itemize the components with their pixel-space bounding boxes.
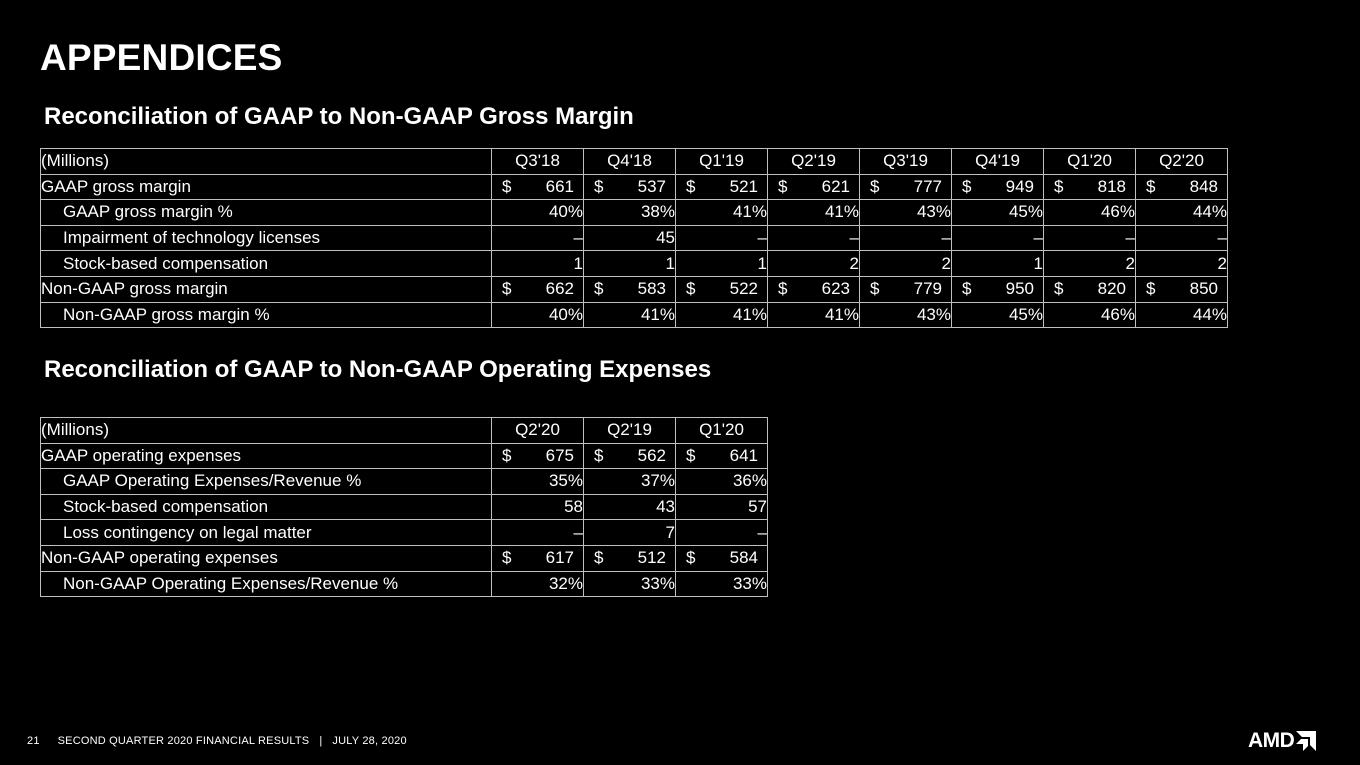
currency-symbol: $ — [686, 176, 696, 196]
table-cell — [492, 443, 584, 469]
table-cell: 2 — [1136, 251, 1228, 277]
table-cell — [1136, 174, 1228, 200]
operating-expenses-header-row — [41, 418, 768, 444]
table-cell: 41% — [768, 302, 860, 328]
column-header: Q2'20 — [1136, 149, 1228, 175]
cell-value: 522 — [729, 279, 758, 299]
table-cell: 45% — [952, 302, 1044, 328]
column-header: Q1'20 — [1044, 149, 1136, 175]
table-cell: 32% — [492, 571, 584, 597]
currency-symbol: $ — [870, 279, 880, 299]
currency-symbol: $ — [502, 279, 512, 299]
table-cell: 44% — [1136, 200, 1228, 226]
row-label: GAAP gross margin — [41, 174, 492, 200]
currency-symbol: $ — [502, 176, 512, 196]
table-cell: 36% — [676, 469, 768, 495]
table-cell — [860, 276, 952, 302]
table-cell — [1044, 174, 1136, 200]
table-cell — [676, 545, 768, 571]
column-header: Q4'19 — [952, 149, 1044, 175]
table-cell: 35% — [492, 469, 584, 495]
column-header: Q3'19 — [860, 149, 952, 175]
cell-value: 584 — [729, 548, 758, 568]
cell-value: 621 — [821, 176, 850, 196]
table-cell — [492, 545, 584, 571]
column-header: Q2'20 — [492, 418, 584, 444]
row-label: Non-GAAP gross margin % — [41, 302, 492, 328]
table-cell: 45% — [952, 200, 1044, 226]
table-cell: 1 — [676, 251, 768, 277]
table-row — [41, 225, 1228, 251]
page-title: APPENDICES — [40, 37, 283, 78]
cell-value: 779 — [913, 279, 942, 299]
currency-symbol: $ — [686, 548, 696, 568]
table-cell — [584, 443, 676, 469]
table-cell: – — [1136, 225, 1228, 251]
cell-value: 850 — [1189, 279, 1218, 299]
row-label: Non-GAAP operating expenses — [41, 545, 492, 571]
currency-symbol: $ — [594, 548, 604, 568]
table-cell: 44% — [1136, 302, 1228, 328]
table-cell: 2 — [768, 251, 860, 277]
table-cell — [676, 443, 768, 469]
currency-symbol: $ — [502, 445, 512, 465]
table-row — [41, 545, 768, 571]
amd-logo — [1248, 729, 1316, 753]
logo-text: AMD — [1248, 729, 1295, 752]
gross-margin-table — [40, 148, 1228, 328]
table-cell: 38% — [584, 200, 676, 226]
currency-symbol: $ — [962, 176, 972, 196]
table-row — [41, 494, 768, 520]
table-cell: 33% — [584, 571, 676, 597]
table-row — [41, 571, 768, 597]
cell-value: 512 — [637, 548, 666, 568]
row-label: Non-GAAP Operating Expenses/Revenue % — [41, 571, 492, 597]
table-cell — [676, 276, 768, 302]
currency-symbol: $ — [1054, 176, 1064, 196]
currency-symbol: $ — [686, 279, 696, 299]
currency-symbol: $ — [870, 176, 880, 196]
table-cell: 41% — [676, 200, 768, 226]
currency-symbol: $ — [778, 176, 788, 196]
table-cell: 57 — [676, 494, 768, 520]
column-header: Q2'19 — [584, 418, 676, 444]
cell-value: 641 — [729, 445, 758, 465]
table-cell: 40% — [492, 302, 584, 328]
table-cell — [768, 174, 860, 200]
column-header: Q2'19 — [768, 149, 860, 175]
row-label: GAAP operating expenses — [41, 443, 492, 469]
table-cell: 40% — [492, 200, 584, 226]
operating-expenses-title: Reconciliation of GAAP to Non-GAAP Operating Expenses — [44, 356, 712, 383]
row-label: GAAP Operating Expenses/Revenue % — [41, 469, 492, 495]
footer-separator: | — [319, 735, 323, 747]
table-cell: 2 — [1044, 251, 1136, 277]
row-label: Loss contingency on legal matter — [41, 520, 492, 546]
table-cell — [584, 276, 676, 302]
gross-margin-title: Reconciliation of GAAP to Non-GAAP Gross Margin — [44, 103, 634, 130]
table-cell: – — [492, 225, 584, 251]
cell-value: 820 — [1097, 279, 1126, 299]
table-cell — [492, 276, 584, 302]
table-cell: 46% — [1044, 302, 1136, 328]
row-label: Impairment of technology licenses — [41, 225, 492, 251]
table-row — [41, 443, 768, 469]
table-cell: 46% — [1044, 200, 1136, 226]
table-cell: 1 — [952, 251, 1044, 277]
table-cell: 58 — [492, 494, 584, 520]
table-cell: 37% — [584, 469, 676, 495]
table-cell — [952, 174, 1044, 200]
cell-value: 818 — [1097, 176, 1126, 196]
column-header: Q1'20 — [676, 418, 768, 444]
cell-value: 661 — [545, 176, 574, 196]
table-cell: – — [492, 520, 584, 546]
cell-value: 521 — [729, 176, 758, 196]
unit-label: (Millions) — [41, 418, 492, 444]
footer-report-title: SECOND QUARTER 2020 FINANCIAL RESULTS — [57, 735, 310, 747]
column-header: Q4'18 — [584, 149, 676, 175]
cell-value: 617 — [545, 548, 574, 568]
cell-value: 949 — [1005, 176, 1034, 196]
table-cell: – — [676, 520, 768, 546]
table-cell: 45 — [584, 225, 676, 251]
currency-symbol: $ — [594, 176, 604, 196]
table-row — [41, 520, 768, 546]
unit-label: (Millions) — [41, 149, 492, 175]
table-cell: 41% — [584, 302, 676, 328]
currency-symbol: $ — [594, 279, 604, 299]
row-label: GAAP gross margin % — [41, 200, 492, 226]
row-label: Non-GAAP gross margin — [41, 276, 492, 302]
column-header: Q3'18 — [492, 149, 584, 175]
table-cell: 1 — [492, 251, 584, 277]
table-cell — [768, 276, 860, 302]
table-cell — [952, 276, 1044, 302]
cell-value: 583 — [637, 279, 666, 299]
table-cell — [676, 174, 768, 200]
table-cell: 41% — [676, 302, 768, 328]
table-row — [41, 200, 1228, 226]
table-cell: – — [676, 225, 768, 251]
row-label: Stock-based compensation — [41, 494, 492, 520]
currency-symbol: $ — [502, 548, 512, 568]
table-cell: 7 — [584, 520, 676, 546]
table-cell — [584, 174, 676, 200]
table-cell: – — [1044, 225, 1136, 251]
table-cell — [492, 174, 584, 200]
table-row — [41, 469, 768, 495]
table-cell: – — [860, 225, 952, 251]
currency-symbol: $ — [1054, 279, 1064, 299]
currency-symbol: $ — [594, 445, 604, 465]
footer-date: JULY 28, 2020 — [332, 735, 407, 747]
currency-symbol: $ — [686, 445, 696, 465]
table-cell: 33% — [676, 571, 768, 597]
table-row — [41, 251, 1228, 277]
table-cell — [860, 174, 952, 200]
table-cell: 41% — [768, 200, 860, 226]
gross-margin-header-row — [41, 149, 1228, 175]
table-cell — [1044, 276, 1136, 302]
cell-value: 623 — [821, 279, 850, 299]
row-label: Stock-based compensation — [41, 251, 492, 277]
table-cell — [1136, 276, 1228, 302]
cell-value: 537 — [637, 176, 666, 196]
operating-expenses-table — [40, 417, 768, 597]
table-row — [41, 302, 1228, 328]
currency-symbol: $ — [778, 279, 788, 299]
table-cell: 43% — [860, 200, 952, 226]
currency-symbol: $ — [1146, 176, 1156, 196]
table-cell: 1 — [584, 251, 676, 277]
cell-value: 777 — [913, 176, 942, 196]
cell-value: 675 — [545, 445, 574, 465]
footer — [27, 734, 407, 748]
table-cell — [584, 545, 676, 571]
table-row — [41, 174, 1228, 200]
table-cell: – — [952, 225, 1044, 251]
table-cell: 2 — [860, 251, 952, 277]
amd-arrow-icon — [1296, 731, 1316, 751]
page-number: 21 — [27, 735, 40, 747]
table-row — [41, 276, 1228, 302]
currency-symbol: $ — [962, 279, 972, 299]
column-header: Q1'19 — [676, 149, 768, 175]
cell-value: 848 — [1189, 176, 1218, 196]
cell-value: 562 — [637, 445, 666, 465]
cell-value: 662 — [545, 279, 574, 299]
table-cell: 43% — [860, 302, 952, 328]
cell-value: 950 — [1005, 279, 1034, 299]
currency-symbol: $ — [1146, 279, 1156, 299]
table-cell: – — [768, 225, 860, 251]
table-cell: 43 — [584, 494, 676, 520]
